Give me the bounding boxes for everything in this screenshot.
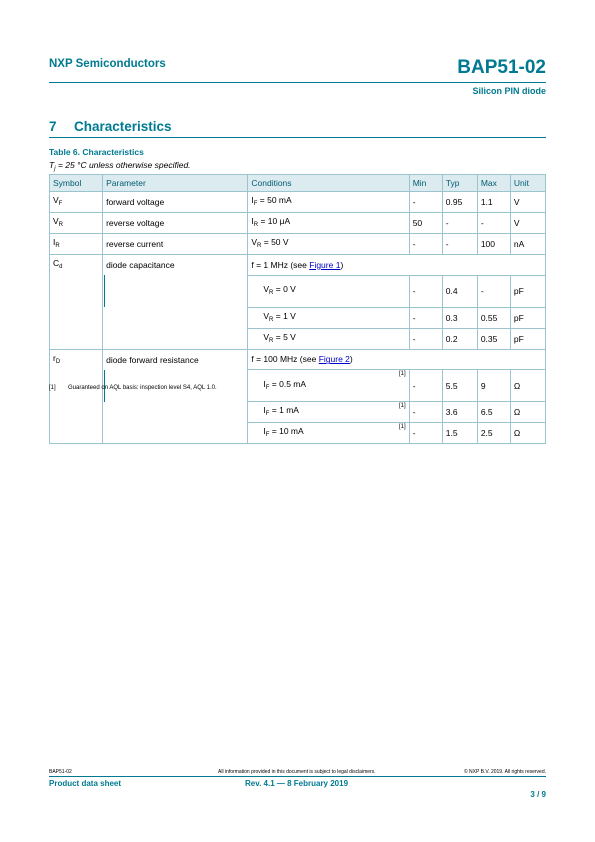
cell-typ: 0.4 xyxy=(442,275,477,307)
cell-unit: Ω xyxy=(510,402,545,423)
header-parameter: Parameter xyxy=(103,175,248,192)
cell-conditions: $I_F = 0.5$ mA [1] xyxy=(248,370,409,402)
cell-unit: Ω xyxy=(510,370,545,402)
table-row xyxy=(50,307,546,328)
cell-symbol xyxy=(50,275,103,307)
cell-min: 50 xyxy=(409,213,442,234)
cell-unit: V xyxy=(510,213,545,234)
cell-conditions: $V_R = 50$ V xyxy=(248,234,409,255)
table-row xyxy=(50,423,546,444)
cell-typ: 0.3 xyxy=(442,307,477,328)
cell-unit: pF xyxy=(510,307,545,328)
cell-typ: - xyxy=(442,213,477,234)
footnote-text: Guaranteed on AQL basis: inspection level S4, AQL 1.0. xyxy=(68,385,217,391)
section-divider xyxy=(49,137,546,138)
cell-min: - xyxy=(409,307,442,328)
cell-conditions: $I_R = 10$ μA xyxy=(248,213,409,234)
header-divider xyxy=(49,82,546,83)
cell-parameter xyxy=(103,402,248,423)
cell-unit: pF xyxy=(510,328,545,349)
cell-max: - xyxy=(477,213,510,234)
cell-symbol xyxy=(50,423,103,444)
document-subtitle: Silicon PIN diode xyxy=(472,86,546,96)
cell-max: 0.55 xyxy=(477,307,510,328)
cell-max: 2.5 xyxy=(477,423,510,444)
table-row xyxy=(50,213,546,234)
cell-symbol xyxy=(50,307,103,328)
figure-2-link[interactable]: Figure 2 xyxy=(318,354,350,365)
footer-copyright: © NXP B.V. 2019. All rights reserved. xyxy=(463,769,546,775)
cell-parameter: reverse current xyxy=(103,234,248,255)
table-condition xyxy=(49,160,191,172)
cell-typ: 0.2 xyxy=(442,328,477,349)
cell-parameter xyxy=(103,275,248,307)
cell-min: - xyxy=(409,192,442,213)
cell-unit: nA xyxy=(510,234,545,255)
cell-unit: pF xyxy=(510,275,545,307)
footer-doc-id: BAP51-02 xyxy=(49,769,72,775)
cell-typ: 5.5 xyxy=(442,370,477,402)
footnote-ref[interactable]: [1] xyxy=(399,403,406,409)
cell-typ: 3.6 xyxy=(442,402,477,423)
cell-min: - xyxy=(409,370,442,402)
cell-conditions: $V_R = 1$ V xyxy=(248,307,409,328)
table-row xyxy=(50,349,546,370)
cell-parameter: reverse voltage xyxy=(103,213,248,234)
cell-max: 0.35 xyxy=(477,328,510,349)
footer-revision: Rev. 4.1 — 8 February 2019 xyxy=(245,779,349,788)
cell-parameter: diode forward resistance xyxy=(103,349,248,370)
footnote-marker: [1] xyxy=(49,385,56,391)
cell-symbol: $r_D$ xyxy=(50,349,103,370)
cell-conditions: $V_R = 5$ V xyxy=(248,328,409,349)
footnote-ref[interactable]: [1] xyxy=(399,371,406,377)
cell-min: - xyxy=(409,402,442,423)
cell-symbol: $I_R$ xyxy=(50,234,103,255)
figure-1-link[interactable]: Figure 1 xyxy=(309,259,341,270)
cell-max: - xyxy=(477,275,510,307)
cell-max: 6.5 xyxy=(477,402,510,423)
cell-typ: 1.5 xyxy=(442,423,477,444)
header-symbol: Symbol xyxy=(50,175,103,192)
condition-subscript: j xyxy=(54,166,56,172)
condition-text: = 25 °C unless otherwise specified. xyxy=(55,160,191,170)
table-row xyxy=(50,275,546,307)
header-unit: Unit xyxy=(510,175,545,192)
product-name: BAP51-02 xyxy=(457,57,546,78)
table-caption: Table 6. Characteristics xyxy=(49,147,144,157)
footer-legal-notice: All information provided in this document is subject to legal disclaimers. xyxy=(218,769,376,775)
change-bar xyxy=(104,275,105,307)
condition-symbol: T xyxy=(49,160,55,170)
table-footnote xyxy=(49,385,217,391)
cell-symbol: $V_F$ xyxy=(50,192,103,213)
footer-divider xyxy=(49,776,546,777)
table-row xyxy=(50,328,546,349)
cell-conditions: $I_F = 50$ mA xyxy=(248,192,409,213)
table-row xyxy=(50,402,546,423)
cell-symbol xyxy=(50,402,103,423)
table-row xyxy=(50,192,546,213)
cell-parameter xyxy=(103,307,248,328)
cell-conditions: f = 1 MHz (see Figure 1) xyxy=(248,255,546,276)
header-max: Max xyxy=(477,175,510,192)
cell-conditions: $I_F = 1$ mA [1] xyxy=(248,402,409,423)
footer-page-number: 3 / 9 xyxy=(530,790,546,799)
cell-max: 100 xyxy=(477,234,510,255)
cell-min: - xyxy=(409,275,442,307)
cell-parameter xyxy=(103,328,248,349)
cell-max: 9 xyxy=(477,370,510,402)
table-row xyxy=(50,234,546,255)
characteristics-table xyxy=(49,174,546,444)
cell-conditions: $V_R = 0$ V xyxy=(248,275,409,307)
cell-parameter: forward voltage xyxy=(103,192,248,213)
cell-min: - xyxy=(409,328,442,349)
cell-typ: 0.95 xyxy=(442,192,477,213)
cell-parameter xyxy=(103,423,248,444)
footnote-ref[interactable]: [1] xyxy=(399,424,406,430)
cell-conditions: f = 100 MHz (see Figure 2) xyxy=(248,349,546,370)
cell-unit: V xyxy=(510,192,545,213)
cell-conditions: $I_F = 10$ mA [1] xyxy=(248,423,409,444)
cell-min: - xyxy=(409,234,442,255)
company-name: NXP Semiconductors xyxy=(49,58,166,70)
cell-symbol xyxy=(50,328,103,349)
cell-parameter: diode capacitance xyxy=(103,255,248,276)
header-conditions: Conditions xyxy=(248,175,409,192)
section-number: 7 xyxy=(49,119,57,134)
cell-min: - xyxy=(409,423,442,444)
header-min: Min xyxy=(409,175,442,192)
cell-max: 1.1 xyxy=(477,192,510,213)
cell-typ: - xyxy=(442,234,477,255)
cell-symbol: $V_R$ xyxy=(50,213,103,234)
header-typ: Typ xyxy=(442,175,477,192)
table-header-row xyxy=(50,175,546,192)
cell-symbol: $C_d$ xyxy=(50,255,103,276)
footer-doc-type: Product data sheet xyxy=(49,779,122,788)
section-heading xyxy=(49,119,172,134)
section-title-text: Characteristics xyxy=(74,119,172,134)
table-row xyxy=(50,255,546,276)
cell-unit: Ω xyxy=(510,423,545,444)
